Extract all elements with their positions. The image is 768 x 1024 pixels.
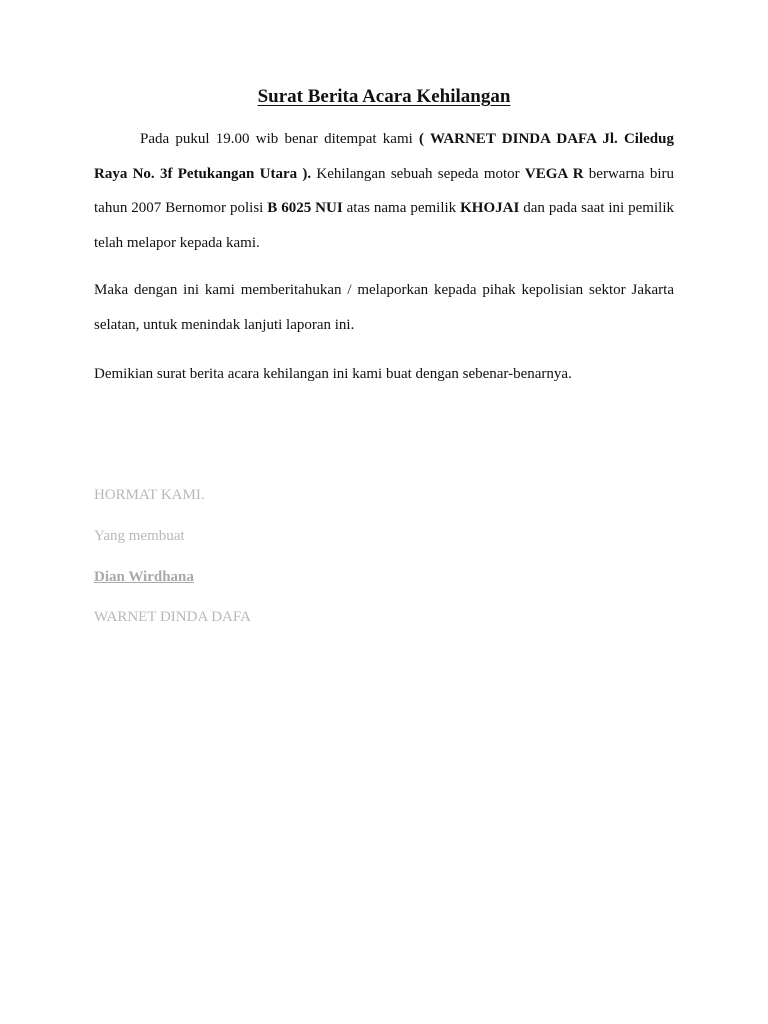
report-text-1: Pada pukul 19.00 wib benar ditempat kami xyxy=(140,131,420,147)
report-location: ( WARNET DINDA DAFA Jl. Ciledug Raya No. 3f Petukangan Utara ). xyxy=(94,131,674,182)
notification-text: Maka dengan ini kami memberitahukan / melaporkan kepada pihak kepolisian sektor Jakarta selatan, untuk menindak lanjuti laporan ini. xyxy=(94,282,674,333)
document-title: Surat Berita Acara Kehilangan xyxy=(257,86,511,107)
signature-organization: WARNET DINDA DAFA xyxy=(94,609,251,625)
signature-role: Yang membuat xyxy=(94,528,185,544)
paragraph-report xyxy=(94,122,674,260)
closing-text: Demikian surat berita acara kehilangan ini kami buat dengan sebenar-benarnya. xyxy=(94,366,572,382)
report-text-5: dan pada saat ini pemilik telah melapor kepada kami. xyxy=(94,200,674,251)
report-text-2: Kehilangan sebuah sepeda motor xyxy=(311,165,525,182)
report-text-3: berwarna biru tahun 2007 Bernomor polisi xyxy=(94,165,675,216)
report-owner-name: KHOJAI xyxy=(460,200,520,216)
signature-name: Dian Wirdhana xyxy=(94,569,194,585)
report-vehicle-model: VEGA R xyxy=(524,165,584,182)
paragraph-closing xyxy=(94,357,674,392)
report-text-4: atas nama pemilik xyxy=(342,200,461,216)
report-plate-number: B 6025 NUI xyxy=(267,200,343,216)
signature-closing: HORMAT KAMI. xyxy=(94,487,205,503)
paragraph-notification xyxy=(94,273,674,342)
